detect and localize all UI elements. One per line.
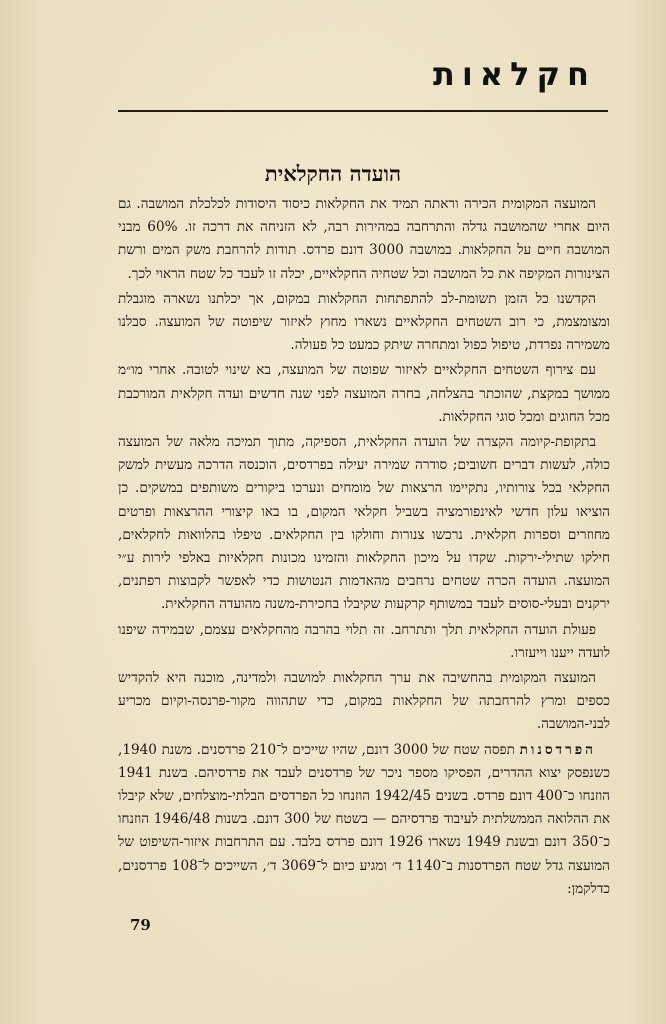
section-title: חקלאות — [432, 55, 596, 93]
paragraph: המועצה המקומית הכירה וראתה תמיד את החקלאות כיסוד היסודות לכלכלת המושבה. גם היום אחרי שהמושבה גדלה והתרחבה במהירות רבה, לא הזניחה את דרכה זו. 60% מבני המושבה חיים על החקלאות. במושבה 3000 דונם פרדס. תודות להרחבת משק המים ורשת הצינורות המקיפה את כל המושבה וכל שטחיה החקלאיים, יכלה זו לעבד כל שטח הראוי לכך. — [118, 196, 610, 282]
page-number: 79 — [130, 916, 151, 934]
paragraph: הקדשנו כל הזמן תשומת-לב להתפתחות החקלאות במקום, אך יכלתנו נשארה מוגבלת ומצומצמת, כי רוב השטחים החקלאיים נשארו מחוץ לאיזור שיפוטה של המועצה. סבלנו משמירה נפרדת, טיפול כפול ומתחרה שיתק כמעט כל פעולה. — [118, 290, 610, 354]
paragraph: המועצה המקומית בהחשיבה את ערך החקלאות למושבה ולמדינה, מוכנה היא להקדיש כספים ומרץ להרחבתה של החקלאות במקום, כדי שתהווה מקור-פרנסה-וקיום מכריע לבני-המושבה. — [118, 670, 610, 733]
orchards-paragraph — [118, 739, 610, 901]
orchards-text: תפסה שטח של 3000 דונם, שהיו שייכים ל־210 פרדסנים. משנת 1940, כשנפסק יצוא ההדרים, הפסיקו מספר ניכר של פרדסנים לעבד את פרדסיהם. בשנת 1941 הוזנחו כ־400 דונם פרדס. בשנים 1942/45 הוזנחו כל הפרדסים הבלתי-מוצלחים, שלא קיבלו את ההלואה הממשלתית לעיבוד פרדסיהם — בשטח של 300 דונם. בשנות 1946/48 הוזנחו כ־350 דונם ובשנת 1949 נשארו 1926 דונם פרדס בלבד. עם התרחבות איזור-השיפוט של המועצה גדל שטח הפרדסנות ב־1140 ד׳ ומגיע כיום ל־3069 ד׳, השייכים ל־108 פרדסנים, כדלקמן: — [118, 741, 611, 897]
paragraph: עם צירוף השטחים החקלאיים לאיזור שפוטה של המועצה, בא שינוי לטובה. אחרי מו״מ ממושך במקצת, שהוכתר בהצלחה, בחרה המועצה לפני שנה חדשים ועדה חקלאית המורכבת מכל החוגים ומכל סוגי החקלאות. — [118, 362, 610, 425]
paragraph: פעולת הועדה החקלאית תלך ותתרחב. זה תלוי בהרבה מהחקלאים עצמם, שבמידה שיפנו לועדה ייענו וייעזרו. — [118, 621, 610, 661]
article-title: הועדה החקלאית — [264, 161, 402, 186]
article-body — [118, 193, 610, 901]
orchards-label: הפרדסנות — [519, 741, 596, 758]
paragraph: בתקופת-קיומה הקצרה של הועדה החקלאית, הספיקה, מתוך תמיכה מלאה של המועצה כולה, לעשות דברים חשובים; סודרה שמירה יעילה בפרדסים, הוכנסה הדרכה מעשית למשק החקלאי בכל צורותיו, נתקיימו הרצאות של מומחים ונערכו ביקורים משותפים במשקים. כן הוציאו עלון חדשי לאינפורמציה בשביל חקלאי המקום, בו באו קיצורי ההרצאות ופרטים מחוזרים וספרות חקלאית. נרכשו צנורות וחולקו בין החקלאים. טיפלו בהלוואות לחקלאים, חילקו שתילי-ירקות. שקדו על מיכון החקלאות והזמינו מכונות חקלאיות באלפי לירות ע״י המועצה. הועדה הכרה שטחים נרחבים מהאדמות הנטושות כדי לאפשר לקבוצות רפתנים, ירקנים ובעלי-סוסים לעבד במשותף קרקעות שקיבלו בחכירת-משנה מהועדה החקלאית. — [118, 434, 610, 613]
title-rule — [118, 110, 608, 112]
